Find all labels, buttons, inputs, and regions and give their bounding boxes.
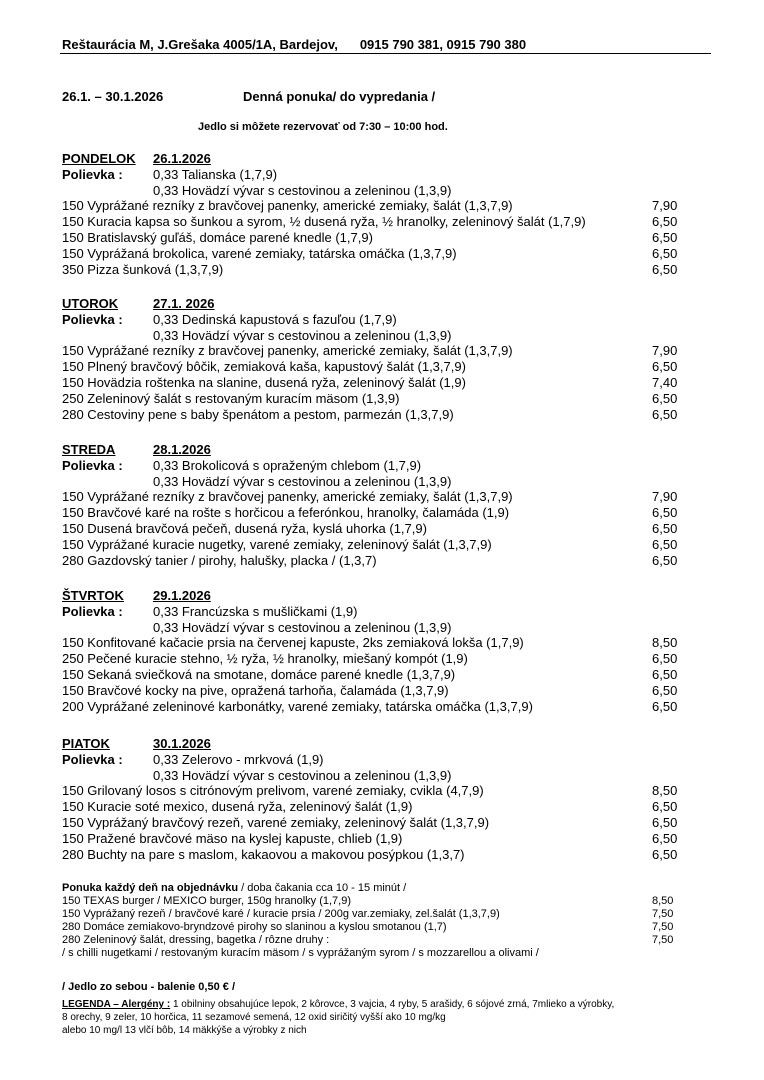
- offer-price: 8,50: [652, 895, 674, 907]
- daily-offer-item: [62, 921, 702, 934]
- soup-item: 0,33 Zelerovo - mrkvová (1,9): [153, 751, 324, 767]
- meal-price: 6,50: [652, 536, 678, 552]
- meal-name: 150 Vyprážané kuracie nugetky, varené zemiaky, zeleninový šalát (1,3,7,9): [62, 536, 492, 552]
- packaging-note: / Jedlo zo sebou - balenie 0,50 € /: [62, 981, 235, 993]
- meal-row: [62, 831, 702, 847]
- meal-price: 6,50: [652, 245, 678, 261]
- meal-price: 6,50: [652, 505, 678, 521]
- meal-row: [62, 246, 702, 262]
- meal-name: 150 Bravčové kocky na pive, opražená tarhoňa, čalamáda (1,3,7,9): [62, 682, 449, 698]
- meal-row: [62, 799, 702, 815]
- day-date: 29.1.2026: [153, 588, 211, 603]
- day-name: PIATOK: [62, 736, 110, 751]
- day-heading: [62, 296, 702, 312]
- soup-row: [62, 620, 702, 636]
- offer-name: 150 Vyprážaný rezeň / bravčové karé / kuracie prsia / 200g var.zemiaky, zel.šalát (1,3,7,9): [62, 908, 500, 920]
- meal-name: 150 Kuracie soté mexico, dusená ryža, zeleninový šalát (1,9): [62, 799, 413, 815]
- meal-price: 6,50: [652, 698, 678, 714]
- meal-name: 150 Konfitované kačacie prsia na červenej kapuste, 2ks zemiaková lokša (1,7,9): [62, 635, 524, 651]
- meal-row: [62, 343, 702, 359]
- meal-row: [62, 815, 702, 831]
- day-date: 26.1.2026: [153, 151, 211, 166]
- meal-name: 150 Hovädzia roštenka na slanine, dusená ryža, zeleninový šalát (1,9): [62, 374, 466, 390]
- soup-row: [62, 167, 702, 183]
- daily-offer-item: [62, 934, 702, 947]
- meal-name: 150 Plnený bravčový bôčik, zemiaková kaša, kapustový šalát (1,3,7,9): [62, 359, 466, 375]
- offer-price: 7,50: [652, 921, 674, 933]
- daily-offer-item: [62, 908, 702, 921]
- soup-item: 0,33 Francúzska s mušličkami (1,9): [153, 603, 358, 619]
- offer-name: 280 Domáce zemiakovo-bryndzové pirohy so slaninou a kyslou smotanou (1,7): [62, 921, 447, 933]
- meal-row: [62, 489, 702, 505]
- meal-row: [62, 407, 702, 423]
- meal-row: [62, 391, 702, 407]
- soup-item: 0,33 Hovädzí vývar s cestovinou a zeleninou (1,3,9): [153, 619, 452, 635]
- meal-name: 280 Buchty na pare s maslom, kakaovou a makovou posýpkou (1,3,7): [62, 846, 465, 862]
- soup-row: [62, 474, 702, 490]
- meal-price: 7,90: [652, 489, 678, 505]
- soup-item: 0,33 Dedinská kapustová s fazuľou (1,7,9): [153, 311, 397, 327]
- meal-price: 6,50: [652, 406, 678, 422]
- meal-name: 150 Vyprážaný bravčový rezeň, varené zemiaky, zeleninový šalát (1,3,7,9): [62, 814, 490, 830]
- day-date: 28.1.2026: [153, 442, 211, 457]
- day-name: ŠTVRTOK: [62, 588, 124, 603]
- meal-name: 150 Bravčové karé na rošte s horčicou a feferónkou, hranolky, čalamáda (1,9): [62, 505, 510, 521]
- offer-price: 7,50: [652, 908, 674, 920]
- meal-name: 150 Grilovaný losos s citrónovým prelivom, varené zemiaky, cvikla (4,7,9): [62, 783, 484, 799]
- offer-name: 280 Zeleninový šalát, dressing, bagetka / rôzne druhy :: [62, 934, 330, 946]
- meal-row: [62, 375, 702, 391]
- day-section-4: [62, 588, 702, 714]
- meal-row: [62, 505, 702, 521]
- meal-price: 6,50: [652, 830, 678, 846]
- day-name: PONDELOK: [62, 151, 136, 166]
- day-heading: [62, 442, 702, 458]
- meal-price: 7,90: [652, 198, 678, 214]
- date-range: 26.1. – 30.1.2026: [62, 89, 164, 104]
- day-heading: [62, 151, 702, 167]
- meal-name: 150 Vyprážané rezníky z bravčovej panenky, americké zemiaky, šalát (1,3,7,9): [62, 343, 513, 359]
- meal-price: 6,50: [652, 214, 678, 230]
- allergen-legend: [62, 998, 712, 1037]
- meal-row: [62, 262, 702, 278]
- day-section-1: [62, 151, 702, 277]
- meal-name: 150 Kuracia kapsa so šunkou a syrom, ½ dusená ryža, ½ hranolky, zeleninový šalát (1,7,9): [62, 214, 586, 230]
- day-heading: [62, 736, 702, 752]
- meal-row: [62, 783, 702, 799]
- meal-name: 280 Gazdovský tanier / pirohy, halušky, placka / (1,3,7): [62, 552, 377, 568]
- meal-row: [62, 537, 702, 553]
- meal-row: [62, 230, 702, 246]
- meal-price: 6,50: [652, 682, 678, 698]
- soup-row: [62, 328, 702, 344]
- day-section-2: [62, 296, 702, 422]
- daily-offer-note: / s chilli nugetkami / restovaným kuracím mäsom / s vyprážaným syrom / s mozzarellou a olivami /: [62, 947, 539, 959]
- soup-row: [62, 458, 702, 474]
- day-date: 30.1.2026: [153, 736, 211, 751]
- meal-price: 6,50: [652, 359, 678, 375]
- soup-item: 0,33 Talianska (1,7,9): [153, 166, 278, 182]
- meal-name: 350 Pizza šunková (1,3,7,9): [62, 261, 224, 277]
- soup-item: 0,33 Hovädzí vývar s cestovinou a zeleninou (1,3,9): [153, 767, 452, 783]
- soup-row: [62, 752, 702, 768]
- meal-price: 7,40: [652, 374, 678, 390]
- day-name: UTOROK: [62, 296, 119, 311]
- meal-row: [62, 359, 702, 375]
- soup-item: 0,33 Brokolicová s opraženým chlebom (1,7,9): [153, 457, 422, 473]
- meal-name: 280 Cestoviny pene s baby špenátom a pestom, parmezán (1,3,7,9): [62, 406, 454, 422]
- soup-label: Polievka :: [62, 166, 123, 182]
- meal-name: 150 Sekaná sviečková na smotane, domáce parené knedle (1,3,7,9): [62, 666, 456, 682]
- legend-line-3: alebo 10 mg/l 13 vlčí bôb, 14 mäkkýše a výrobky z nich: [62, 1025, 307, 1036]
- soup-row: [62, 768, 702, 784]
- day-section-3: [62, 442, 702, 568]
- meal-price: 6,50: [652, 651, 678, 667]
- offer-name: 150 TEXAS burger / MEXICO burger, 150g hranolky (1,7,9): [62, 895, 352, 907]
- meal-price: 6,50: [652, 814, 678, 830]
- meal-name: 150 Vyprážaná brokolica, varené zemiaky, tatárska omáčka (1,3,7,9): [62, 245, 457, 261]
- header-divider: [60, 53, 711, 54]
- soup-item: 0,33 Hovädzí vývar s cestovinou a zeleninou (1,3,9): [153, 327, 452, 343]
- legend-line-2: 8 orechy, 9 zeler, 10 horčica, 11 sezamové semená, 12 oxid siričitý vyšší ako 10 mg/kg: [62, 1012, 446, 1023]
- daily-offer-subtitle: / doba čakania cca 10 - 15 minút /: [238, 882, 407, 894]
- meal-price: 6,50: [652, 799, 678, 815]
- soup-label: Polievka :: [62, 603, 123, 619]
- meal-row: [62, 198, 702, 214]
- meal-price: 6,50: [652, 261, 678, 277]
- meal-price: 8,50: [652, 783, 678, 799]
- meal-row: [62, 553, 702, 569]
- meal-price: 6,50: [652, 390, 678, 406]
- daily-offer-item: [62, 895, 702, 908]
- legend-line-1: 1 obilniny obsahujúce lepok, 2 kôrovce, 3 vajcia, 4 ryby, 5 arašidy, 6 sójové zrná, 7mlieko a výrobky,: [170, 999, 615, 1010]
- meal-row: [62, 635, 702, 651]
- restaurant-phones: 0915 790 381, 0915 790 380: [359, 37, 527, 52]
- restaurant-address: Reštaurácia M, J.Grešaka 4005/1A, Bardejov,: [62, 37, 338, 52]
- meal-name: 150 Pražené bravčové mäso na kyslej kapuste, chlieb (1,9): [62, 830, 403, 846]
- daily-offer-section: [62, 882, 702, 960]
- soup-label: Polievka :: [62, 751, 123, 767]
- page-title: Denná ponuka/ do vypredania /: [243, 89, 436, 104]
- soup-row: [62, 312, 702, 328]
- soup-label: Polievka :: [62, 457, 123, 473]
- meal-row: [62, 214, 702, 230]
- meal-name: 150 Vyprážané rezníky z bravčovej panenky, americké zemiaky, šalát (1,3,7,9): [62, 198, 513, 214]
- meal-price: 8,50: [652, 635, 678, 651]
- soup-label: Polievka :: [62, 311, 123, 327]
- meal-row: [62, 847, 702, 863]
- meal-name: 250 Zeleninový šalát s restovaným kuracím mäsom (1,3,9): [62, 390, 400, 406]
- meal-row: [62, 683, 702, 699]
- meal-name: 150 Vyprážané rezníky z bravčovej panenky, americké zemiaky, šalát (1,3,7,9): [62, 489, 513, 505]
- day-section-5: [62, 736, 702, 862]
- meal-name: 250 Pečené kuracie stehno, ½ ryža, ½ hranolky, miešaný kompót (1,9): [62, 651, 468, 667]
- meal-price: 6,50: [652, 229, 678, 245]
- soup-row: [62, 183, 702, 199]
- daily-offer-title: Ponuka každý deň na objednávku: [62, 882, 239, 894]
- meal-row: [62, 699, 702, 715]
- meal-price: 6,50: [652, 520, 678, 536]
- day-heading: [62, 588, 702, 604]
- meal-price: 6,50: [652, 552, 678, 568]
- meal-name: 150 Dusená bravčová pečeň, dusená ryža, kyslá uhorka (1,7,9): [62, 520, 427, 536]
- soup-item: 0,33 Hovädzí vývar s cestovinou a zeleninou (1,3,9): [153, 182, 452, 198]
- soup-item: 0,33 Hovädzí vývar s cestovinou a zeleninou (1,3,9): [153, 473, 452, 489]
- meal-row: [62, 521, 702, 537]
- soup-row: [62, 604, 702, 620]
- meal-row: [62, 667, 702, 683]
- meal-name: 200 Vyprážané zeleninové karbonátky, varené zemiaky, tatárska omáčka (1,3,7,9): [62, 698, 533, 714]
- meal-price: 6,50: [652, 666, 678, 682]
- reservation-note: Jedlo si môžete rezervovať od 7:30 – 10:00 hod.: [198, 121, 448, 133]
- day-date: 27.1. 2026: [153, 296, 215, 311]
- legend-title: LEGENDA – Alergény :: [62, 999, 171, 1010]
- meal-row: [62, 651, 702, 667]
- restaurant-header: [62, 37, 526, 52]
- offer-price: 7,50: [652, 934, 674, 946]
- meal-price: 7,90: [652, 343, 678, 359]
- meal-name: 150 Bratislavský guľáš, domáce parené knedle (1,7,9): [62, 229, 373, 245]
- meal-price: 6,50: [652, 846, 678, 862]
- day-name: STREDA: [62, 442, 116, 457]
